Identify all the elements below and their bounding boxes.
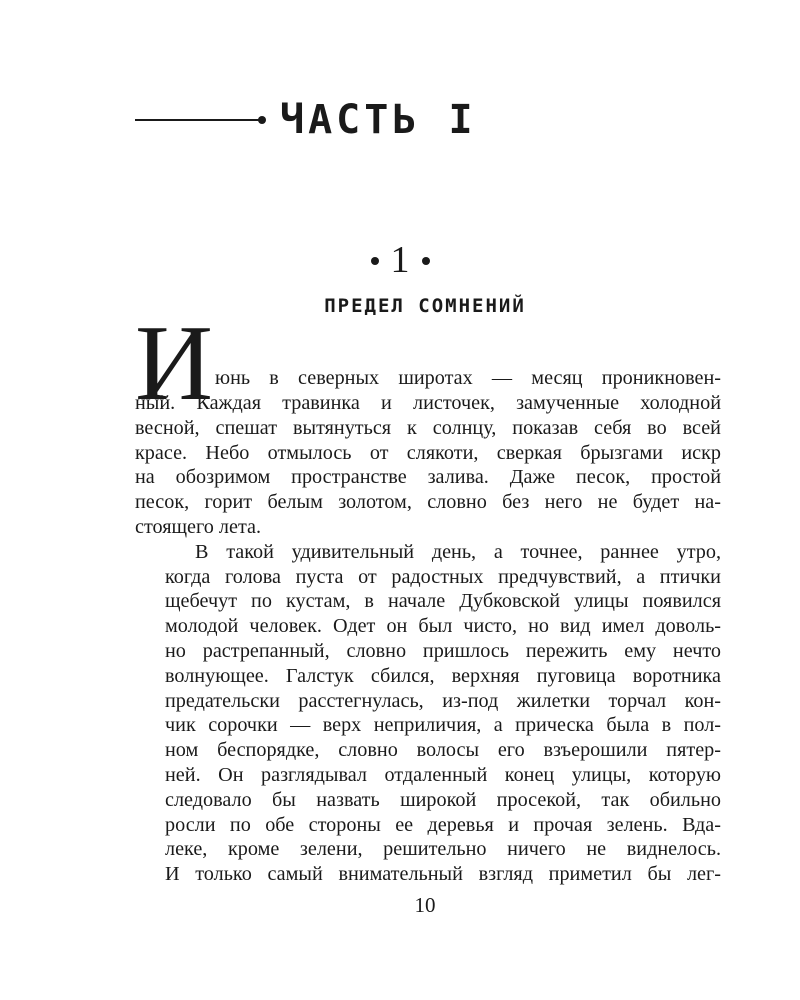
chapter-number-block (0, 236, 800, 284)
text-line: росли по обе стороны ее деревья и прочая зелень. Вда- (165, 813, 721, 836)
text-line: В такой удивительный день, а точнее, раннее утро, (195, 540, 721, 563)
text-line: на обозримом пространстве залива. Даже песок, простой (135, 466, 721, 489)
text-line: ный. Каждая травинка и листочек, замученные холодной (135, 392, 721, 414)
paragraph-2 (135, 540, 721, 887)
paragraph-1 (135, 391, 721, 540)
part-rule (135, 119, 260, 121)
text-line: когда голова пуста от радостных предчувствий, а птички (165, 565, 721, 588)
chapter-title: ПРЕДЕЛ СОМНЕНИЙ (324, 295, 526, 317)
text-line: весной, спешат вытянуться к солнцу, показав себя во всей (135, 416, 721, 439)
part-bullet (258, 116, 266, 124)
text-line: леке, кроме зелени, решительно ничего не виднелось. (165, 838, 721, 861)
text-line: щебечут по кустам, в начале Дубковской улицы появился (165, 590, 721, 613)
text-line: следовало бы назвать широкой просекой, так обильно (165, 788, 721, 811)
part-title: ЧАСТЬ I (280, 97, 477, 143)
text-line: красе. Небо отмылось от слякоти, сверкая брызгами искр (135, 441, 721, 464)
drop-cap: И (135, 304, 213, 423)
text-line: молодой человек. Одет он был чисто, но вид имел доволь- (165, 615, 721, 638)
text-line: чик сорочки — верх неприличия, а прическа была в пол- (165, 714, 721, 737)
text-line: предательски расстегнулась, из-под жилетки торчал кон- (165, 689, 721, 712)
text-line: волнующее. Галстук сбился, верхняя пуговица воротника (165, 664, 721, 687)
page-number: 10 (414, 893, 436, 917)
part-heading (135, 98, 477, 142)
text-line: ном беспорядке, словно волосы его взъерошили пятер- (165, 739, 721, 762)
text-line: И только самый внимательный взгляд приметил бы лег- (165, 863, 721, 886)
chapter-bullet-left (371, 257, 379, 265)
chapter-number: 1 (390, 239, 410, 281)
first-line: юнь в северных широтах — месяц проникновен- (215, 367, 721, 389)
text-line: стоящего лета. (135, 515, 262, 538)
text-line: но растрепанный, словно пришлось пережить ему нечто (165, 639, 721, 662)
text-line: ней. Он разглядывал отдаленный конец улицы, которую (165, 763, 721, 786)
text-line: песок, горит белым золотом, словно без него не будет на- (135, 491, 721, 514)
chapter-bullet-right (422, 257, 430, 265)
